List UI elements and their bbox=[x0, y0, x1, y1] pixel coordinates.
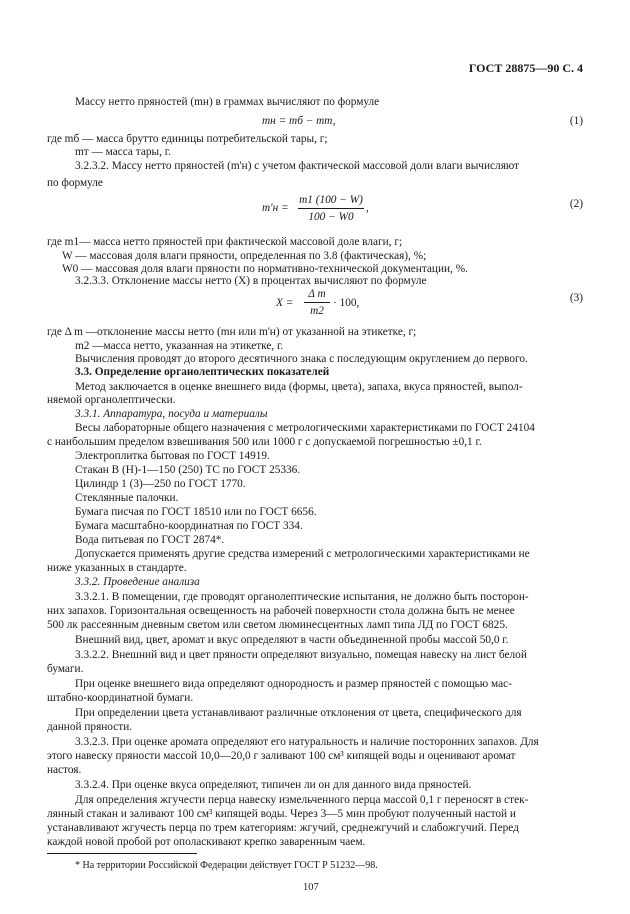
subsection-heading: 3.3.2. Проведение анализа bbox=[75, 576, 200, 588]
subsection-heading: 3.3.1. Аппаратура, посуда и материалы bbox=[75, 408, 268, 420]
footnote: * На территории Российской Федерации действует ГОСТ Р 51232—98. bbox=[75, 860, 378, 871]
formula-2-fraction-bar bbox=[298, 208, 364, 209]
text-line: где Δ m —отклонение массы нетто (mн или m'н) от указанной на этикетке, г; bbox=[47, 326, 417, 338]
formula-2-numerator: m1 (100 − W) bbox=[299, 194, 363, 206]
text-line: 3.3.2.3. При оценке аромата определяют его натуральность и наличие посторонних запахов. Для bbox=[75, 736, 539, 748]
text-line: 3.3.2.2. Внешний вид и цвет пряности определяют визуально, помещая навеску на лист белой bbox=[75, 649, 527, 661]
text-line: Стакан В (Н)-1—150 (250) ТС по ГОСТ 25336. bbox=[75, 464, 301, 476]
formula-1-number: (1) bbox=[569, 115, 583, 127]
formula-3-fraction-bar bbox=[304, 302, 330, 303]
text-line: mт — масса тары, г. bbox=[75, 146, 171, 158]
text-line: устанавливают жгучесть перца по трем категориям: жгучий, среднежгучий и слабожгучий. Перед bbox=[47, 822, 519, 834]
formula-2-denominator: 100 − W0 bbox=[308, 211, 354, 223]
text-line: с наибольшим пределом взвешивания 500 или 1000 г с допускаемой погрешностью ±0,1 г. bbox=[47, 436, 482, 448]
text-line: Стеклянные палочки. bbox=[75, 492, 179, 504]
text-line: лянный стакан и заливают 100 см³ кипящей воды. Через 3—5 мин пробуют полученный настой и bbox=[47, 808, 516, 820]
text-line: Бумага писчая по ГОСТ 18510 или по ГОСТ 6656. bbox=[75, 506, 317, 518]
text-line: 3.2.3.2. Массу нетто пряностей (m'н) с учетом фактической массовой доли влаги вычисляют bbox=[75, 160, 520, 172]
text-line: по формуле bbox=[47, 177, 103, 189]
text-line: бумаги. bbox=[47, 663, 84, 675]
footnote-divider bbox=[47, 853, 197, 854]
text-line: При оценке внешнего вида определяют однородность и размер пряностей с помощью мас- bbox=[75, 678, 512, 690]
text-line: где m1— масса нетто пряностей при фактической массовой доле влаги, г; bbox=[47, 236, 403, 248]
text-line: Цилиндр 1 (3)—250 по ГОСТ 1770. bbox=[75, 478, 246, 490]
text-line: 500 лк рассеянным дневным светом или светом люминесцентных ламп типа ЛД по ГОСТ 6825. bbox=[47, 619, 508, 631]
formula-3-denominator: m2 bbox=[310, 305, 324, 317]
page-number: 107 bbox=[303, 882, 319, 893]
text-line: каждой новой пробой рот ополаскивают крепко заваренным чаем. bbox=[47, 836, 366, 848]
text-line: них запахов. Горизонтальная освещенность на рабочей поверхности стола должна быть не менее bbox=[47, 605, 515, 617]
formula-3-numerator: Δ m bbox=[308, 288, 326, 300]
text-line: 3.2.3.3. Отклонение массы нетто (X) в процентах вычисляют по формуле bbox=[75, 275, 427, 287]
text-line: Вода питьевая по ГОСТ 2874*. bbox=[75, 534, 225, 546]
formula-2-tail: , bbox=[366, 202, 369, 214]
text-line: W0 — массовая доля влаги пряности по нормативно-технической документации, %. bbox=[62, 263, 468, 275]
text-line: этого навеску пряности массой 10,0—20,0 г заливают 100 см³ кипящей воды и оценивают аромат bbox=[47, 750, 516, 762]
document-header: ГОСТ 28875—90 С. 4 bbox=[468, 61, 583, 75]
text-line: Внешний вид, цвет, аромат и вкус определяют в части объединенной пробы массой 50,0 г. bbox=[75, 634, 509, 646]
text-line: данной пряности. bbox=[47, 721, 133, 733]
text-line: 3.3.2.4. При оценке вкуса определяют, типичен ли он для данного вида пряностей. bbox=[75, 779, 472, 791]
text-line: W — массовая доля влаги пряности, определенная по 3.8 (фактическая), %; bbox=[62, 250, 427, 262]
text-line: Метод заключается в оценке внешнего вида (формы, цвета), запаха, вкуса пряностей, выпол- bbox=[75, 381, 523, 393]
formula-3-number: (3) bbox=[569, 292, 583, 304]
text-line: Электроплитка бытовая по ГОСТ 14919. bbox=[75, 450, 270, 462]
section-heading: 3.3. Определение органолептических показателей bbox=[75, 366, 330, 378]
text-line: где mб — масса брутто единицы потребительской тары, г; bbox=[47, 133, 328, 145]
text-line: Бумага масштабно-координатная по ГОСТ 334. bbox=[75, 520, 303, 532]
text-line: 3.3.2.1. В помещении, где проводят органолептические испытания, не должно быть посторон- bbox=[75, 591, 529, 603]
text-line: Весы лабораторные общего назначения с метрологическими характеристиками по ГОСТ 24104 bbox=[75, 422, 535, 434]
text-line: няемой органолептически. bbox=[47, 394, 176, 406]
formula-2-lhs: m'н = bbox=[262, 202, 289, 214]
text-line: штабно-координатной бумаги. bbox=[47, 692, 194, 704]
formula-3-lhs: X = bbox=[276, 297, 294, 309]
text-line: настоя. bbox=[47, 764, 82, 776]
text-line: m2 —масса нетто, указанная на этикетке, г. bbox=[75, 340, 284, 352]
formula-1: mн = mб − mт, bbox=[262, 115, 336, 127]
text-line: ниже указанных в стандарте. bbox=[47, 562, 187, 574]
formula-3-tail: · 100, bbox=[333, 297, 360, 309]
text-line: Массу нетто пряностей (mн) в граммах вычисляют по формуле bbox=[75, 96, 380, 108]
text-line: Допускается применять другие средства измерений с метрологическими характеристиками не bbox=[75, 548, 530, 560]
text-line: Для определения жгучести перца навеску измельченного перца массой 0,1 г переносят в стек- bbox=[75, 794, 529, 806]
text-line: Вычисления проводят до второго десятичного знака с последующим округлением до первого. bbox=[75, 353, 528, 365]
text-line: При определении цвета устанавливают различные отклонения от цвета, специфического для bbox=[75, 707, 522, 719]
formula-2-number: (2) bbox=[569, 198, 583, 210]
